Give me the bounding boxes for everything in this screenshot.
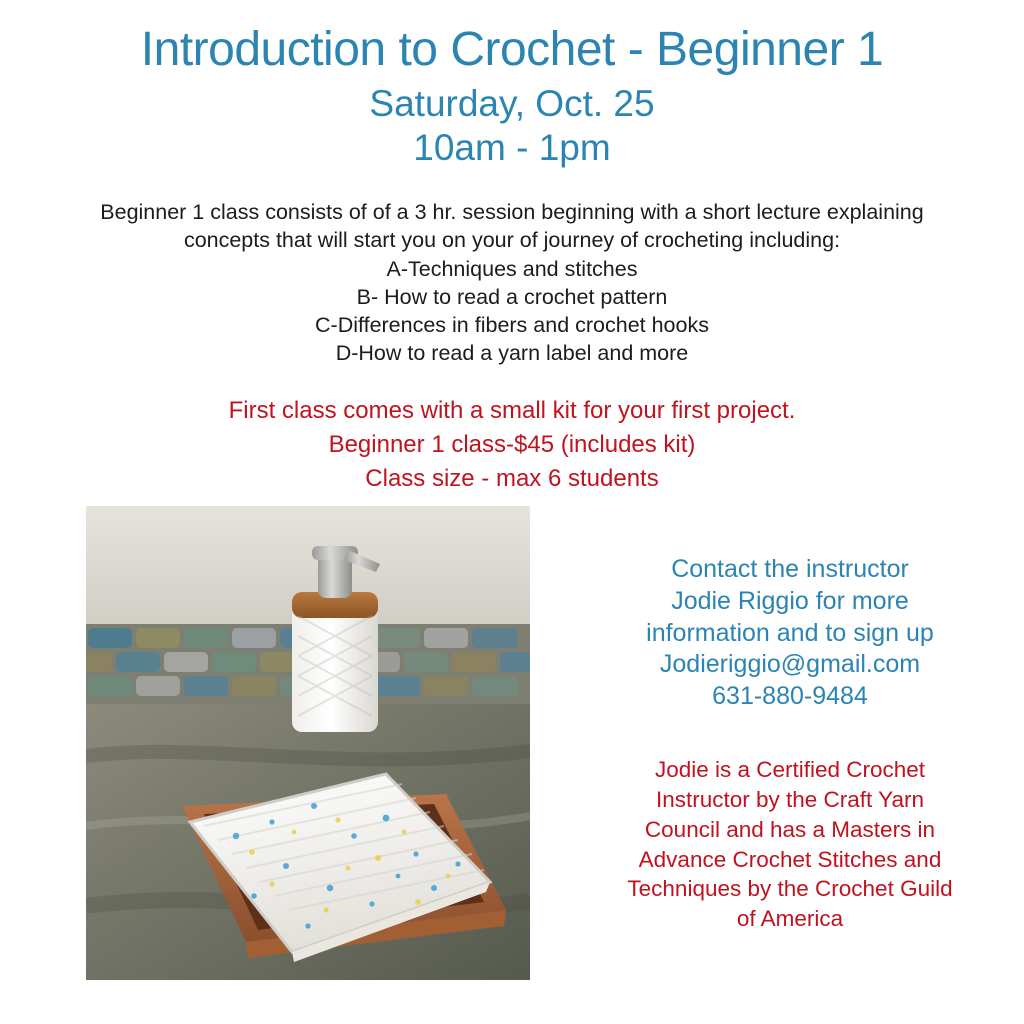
contact-column: [570, 554, 1010, 934]
curriculum-list: [14, 256, 1010, 368]
page-title: Introduction to Crochet - Beginner 1: [140, 23, 884, 76]
instructor-credentials: [570, 755, 1010, 935]
contact-email[interactable]: Jodieriggio@gmail.com: [659, 650, 921, 679]
class-description: [0, 199, 1024, 368]
event-time: 10am - 1pm: [413, 126, 611, 168]
pricing-line: Beginner 1 class-$45 (includes kit): [328, 431, 696, 459]
event-date: Saturday, Oct. 25: [369, 83, 655, 124]
description-line-1: Beginner 1 class consists of of a 3 hr. session beginning with a short lecture explaining: [100, 200, 924, 225]
flyer-lower-section: [0, 506, 1024, 1024]
contact-phone[interactable]: 631-880-9484: [712, 682, 868, 710]
photo-illustration: [86, 506, 530, 980]
flyer-header: [0, 0, 1024, 169]
list-item: C-Differences in fibers and crochet hooks: [315, 313, 709, 338]
pricing-block: [0, 394, 1024, 496]
list-item: B- How to read a crochet pattern: [356, 285, 668, 310]
description-line-2: concepts that will start you on your of journey of crocheting including:: [183, 227, 841, 252]
credentials-line: Techniques by the Crochet Guild: [627, 876, 953, 902]
credentials-line: Jodie is a Certified Crochet: [654, 756, 926, 782]
credentials-line: of America: [736, 906, 844, 932]
credentials-line: Instructor by the Craft Yarn: [655, 786, 925, 812]
pricing-line: Class size - max 6 students: [365, 465, 659, 493]
contact-line: Contact the instructor: [671, 555, 909, 583]
crochet-dishcloth-photo: [86, 506, 530, 980]
list-item: A-Techniques and stitches: [386, 257, 638, 282]
contact-line: information and to sign up: [646, 618, 934, 647]
pricing-line: First class comes with a small kit for your first project.: [228, 397, 796, 425]
contact-line: Jodie Riggio for more: [671, 586, 909, 615]
credentials-line: Council and has a Masters in: [644, 816, 936, 842]
credentials-line: Advance Crochet Stitches and: [638, 846, 942, 872]
contact-info: [570, 554, 1010, 713]
list-item: D-How to read a yarn label and more: [335, 341, 689, 366]
